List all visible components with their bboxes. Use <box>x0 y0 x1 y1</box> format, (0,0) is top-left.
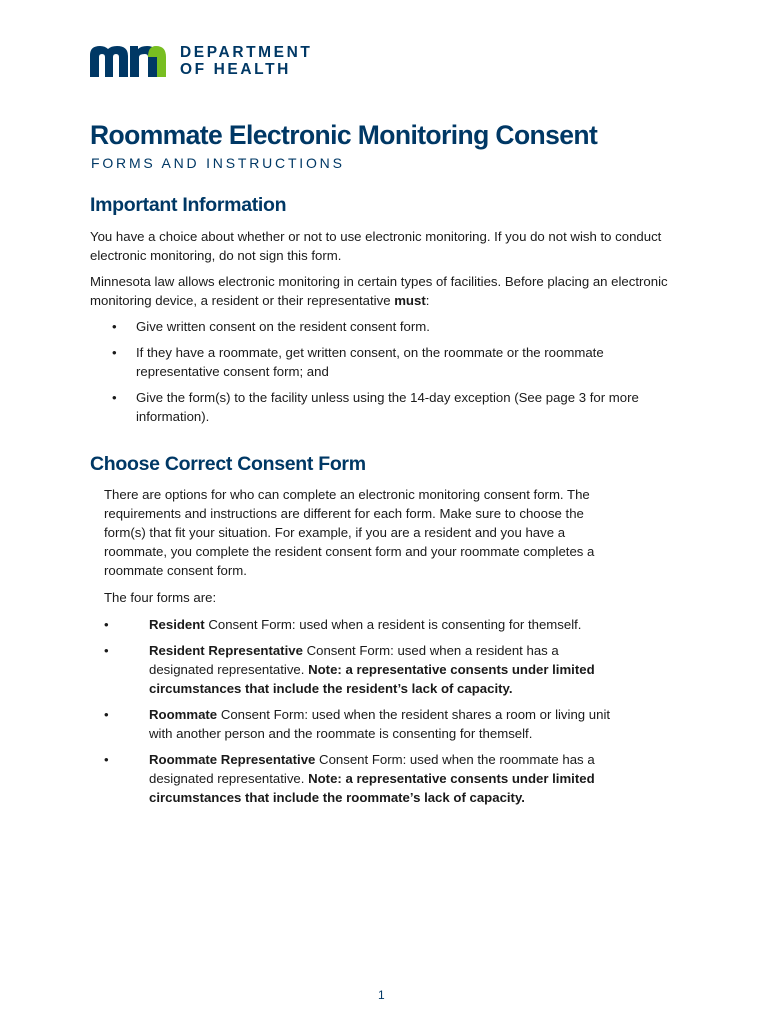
list-item: • Give the form(s) to the facility unless using the 14-day exception (See page 3 for more information). <box>112 390 639 424</box>
logo-text-line2: OF HEALTH <box>180 61 291 78</box>
logo-text-line1: DEPARTMENT <box>180 44 313 61</box>
important-heading: Important Information <box>90 194 287 216</box>
document-title: Roommate Electronic Monitoring Consent <box>90 120 598 150</box>
list-item: • Resident Consent Form: used when a resident is consenting for themself. <box>104 617 582 632</box>
choose-paragraph-2: The four forms are: <box>104 590 217 605</box>
important-paragraph-1: You have a choice about whether or not to use electronic monitoring. If you do not wish to conduct electronic monitoring, do not sign this form. <box>90 229 662 263</box>
choose-paragraph-1: There are options for who can complete an electronic monitoring consent form. The requirements and instructions are different for each form. Make sure to choose the form(s) that fit your situation. For example, if you are a resident and you have a roommate, you complete the resident consent form and your roommate completes a roommate consent form. <box>104 487 595 578</box>
list-item: • Resident Representative Consent Form: used when a resident has a designated representative. Note: a representative consents under limited circumstances that include the resident’s lack of capacity. <box>104 643 595 696</box>
document-subtitle: FORMS AND INSTRUCTIONS <box>91 155 345 171</box>
mn-logo-icon <box>90 45 168 77</box>
list-item: • Roommate Representative Consent Form: used when the roommate has a designated representative. Note: a representative consents under limited circumstances that include the roommate’s lack of capacity. <box>104 752 595 805</box>
choose-heading: Choose Correct Consent Form <box>90 453 366 475</box>
list-item: • Give written consent on the resident consent form. <box>112 319 430 334</box>
important-paragraph-2: Minnesota law allows electronic monitoring in certain types of facilities. Before placing an electronic monitoring device, a resident or their representative must: <box>90 274 668 308</box>
mdh-logo <box>90 44 313 78</box>
list-item: • Roommate Consent Form: used when the resident shares a room or living unit with another person and the roommate is consenting for themself. <box>104 707 611 741</box>
list-item: • If they have a roommate, get written consent, on the roommate or the roommate representative consent form; and <box>112 345 604 379</box>
page-number: 1 <box>378 988 385 1002</box>
